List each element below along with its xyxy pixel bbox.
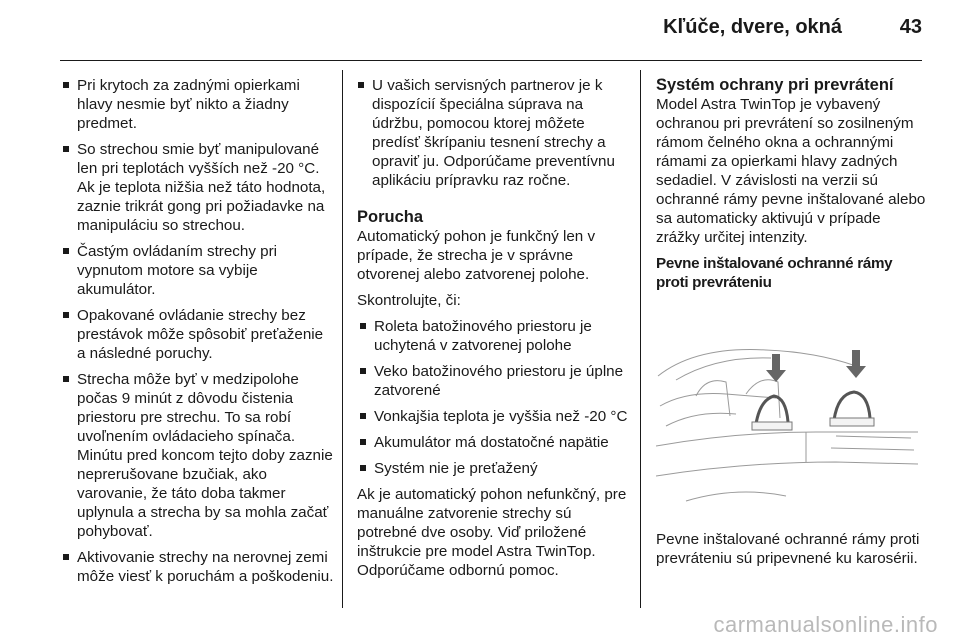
bullet-item: Strecha môže byť v medzipolohe počas 9 minút z dôvodu čistenia priestoru pre strechu. To sa robí uvoľnením ovládacieho spínača. Minútu pred koncom tejto doby zaznie neprerušovane bzučiak, ako varovanie, že táto doba takmer uplynula a strecha by sa mohla začať pohybovať. <box>62 370 334 541</box>
rollover-frames-illustration <box>656 336 919 506</box>
column-3 <box>656 76 928 575</box>
paragraph-closing: Ak je automatický pohon nefunkčný, pre manuálne zatvorenie strechy sú potrebné dve osoby. Viď priložené inštrukcie pre model Astra TwinTop. Odporúčame odbornú pomoc. <box>357 486 627 579</box>
check-item: Akumulátor má dostatočné napätie <box>359 433 629 452</box>
bullet-item: Opakované ovládanie strechy bez prestávok môže spôsobiť preťaženie a následné poruchy. <box>62 306 334 363</box>
check-item: Systém nie je preťažený <box>359 459 629 478</box>
paragraph-intro: Automatický pohon je funkčný len v prípade, že strecha je v správne otvorenej alebo zatvorenej polohe. <box>357 228 596 283</box>
column-2 <box>357 76 629 587</box>
bullet-item: Častým ovládaním strechy pri vypnutom motore sa vybije akumulátor. <box>62 242 334 299</box>
column-1 <box>62 76 334 593</box>
bullet-item: U vašich servisných partnerov je k dispozícií špeciálna súprava na údržbu, pomocou ktorej môžete predísť škrípaniu tesnení strechy a opraviť ju. Odporúčame preventívnu aplikáciu prípravku raz ročne. <box>357 76 629 190</box>
bullet-item: So strechou smie byť manipulované len pri teplotách vyšších než -20 °C. Ak je teplota nižšia než táto hodnota, zaznie trikrát gong pri požiadavke na manipuláciu so strechou. <box>62 140 334 235</box>
page-header-title: Kľúče, dvere, okná <box>663 16 842 38</box>
bullet-item: Pri krytoch za zadnými opierkami hlavy nesmie byť nikto a žiadny predmet. <box>62 76 334 133</box>
watermark: carmanualsonline.info <box>713 612 938 637</box>
bullet-item: Aktivovanie strechy na nerovnej zemi môže viesť k poruchám a poškodeniu. <box>62 548 334 586</box>
check-item: Vonkajšia teplota je vyššia než -20 °C <box>359 407 629 426</box>
column-divider-2 <box>640 70 641 608</box>
paragraph-check: Skontrolujte, či: <box>357 292 461 309</box>
section-heading-porucha: Porucha <box>357 208 424 226</box>
check-item: Veko batožinového priestoru je úplne zatvorené <box>359 362 629 400</box>
check-item: Roleta batožinového priestoru je uchytená v zatvorenej polohe <box>359 317 629 355</box>
subheading-fixed-frames: Pevne inštalované ochranné rámy proti prevráteniu <box>656 255 893 291</box>
car-illustration <box>656 336 919 506</box>
header-divider <box>60 60 922 61</box>
figure-caption: Pevne inštalované ochranné rámy proti prevráteniu sú pripevnené ku karosérii. <box>656 531 920 567</box>
page-number: 43 <box>899 16 922 38</box>
paragraph-rollover-intro: Model Astra TwinTop je vybavený ochranou pri prevrátení so zosilneným rámom čelného okna a ochrannými rámami za opierkami hlavy zadných sedadiel. V závislosti na verzii sú ochranné rámy pevne inštalované alebo sa automaticky aktivujú v prípade zrážky určitej intenzity. <box>656 96 926 246</box>
section-heading-rollover: Systém ochrany pri prevrátení <box>656 76 894 94</box>
column-divider-1 <box>342 70 343 608</box>
